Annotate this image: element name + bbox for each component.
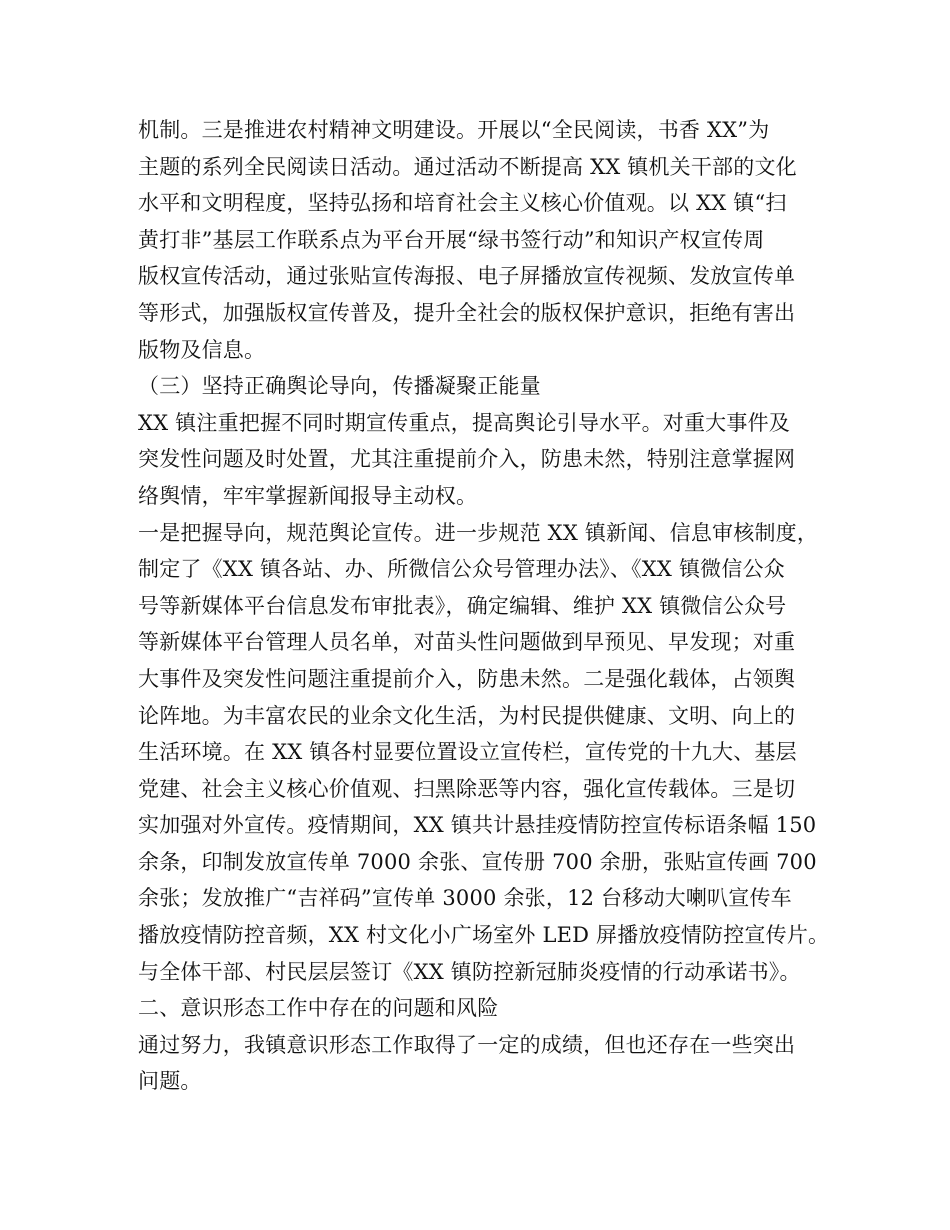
text-line: 突发性问题及时处置，尤其注重提前介入，防患未然，特别注意掌握网 <box>138 447 796 472</box>
text-line: 制定了《XX 镇各站、办、所微信公众号管理办法》、《XX 镇微信公众 <box>138 557 785 582</box>
text-line: 大事件及突发性问题注重提前介入，防患未然。二是强化载体，占领舆 <box>138 666 796 691</box>
text-line: 等新媒体平台管理人员名单，对苗头性问题做到早预见、早发现；对重 <box>138 630 796 655</box>
text-line: 论阵地。为丰富农民的业余文化生活，为村民提供健康、文明、向上的 <box>138 703 796 728</box>
text-line: 问题。 <box>138 1069 202 1094</box>
text-line: 通过努力，我镇意识形态工作取得了一定的成绩，但也还存在一些突出 <box>138 1032 796 1057</box>
text-line: 主题的系列全民阅读日活动。通过活动不断提高 XX 镇机关干部的文化 <box>138 154 797 179</box>
text-line: 与全体干部、村民层层签订《XX 镇防控新冠肺炎疫情的行动承诺书》。 <box>138 959 801 984</box>
section-heading: （三）坚持正确舆论导向，传播凝聚正能量 <box>138 374 541 399</box>
text-line: 水平和文明程度，坚持弘扬和培育社会主义核心价值观。以 XX 镇“扫 <box>138 191 787 216</box>
text-line: 版权宣传活动，通过张贴宣传海报、电子屏播放宣传视频、发放宣传单 <box>138 264 796 289</box>
text-line: 党建、社会主义核心价值观、扫黑除恶等内容，强化宣传载体。三是切 <box>138 776 796 801</box>
section-heading: 二、意识形态工作中存在的问题和风险 <box>138 996 499 1021</box>
text-line: 生活环境。在 XX 镇各村显要位置设立宣传栏，宣传党的十九大、基层 <box>138 740 797 765</box>
text-line: 实加强对外宣传。疫情期间，XX 镇共计悬挂疫情防控宣传标语条幅 150 <box>138 813 817 838</box>
text-line: 黄打非”基层工作联系点为平台开展“绿书签行动”和知识产权宣传周 <box>138 227 765 252</box>
text-line: 播放疫情防控音频，XX 村文化小广场室外 LED 屏播放疫情防控宣传片。 <box>138 923 830 948</box>
text-line: 余条，印制发放宣传单 7000 余张、宣传册 700 余册，张贴宣传画 700 <box>138 849 817 874</box>
text-line: XX 镇注重把握不同时期宣传重点，提高舆论引导水平。对重大事件及 <box>138 410 790 435</box>
text-line: 版物及信息。 <box>138 337 266 362</box>
text-line: 等形式，加强版权宣传普及，提升全社会的版权保护意识，拒绝有害出 <box>138 300 796 325</box>
text-line: 络舆情，牢牢掌握新闻报导主动权。 <box>138 483 478 508</box>
text-line: 一是把握导向，规范舆论宣传。进一步规范 XX 镇新闻、信息审核制度， <box>138 520 819 545</box>
text-line: 余张；发放推广“吉祥码”宣传单 3000 余张，12 台移动大喇叭宣传车 <box>138 886 792 911</box>
text-line: 号等新媒体平台信息发布审批表》，确定编辑、维护 XX 镇微信公众号 <box>138 593 787 618</box>
text-line: 机制。三是推进农村精神文明建设。开展以“全民阅读，书香 XX”为 <box>138 118 770 142</box>
document-body <box>138 112 838 1100</box>
